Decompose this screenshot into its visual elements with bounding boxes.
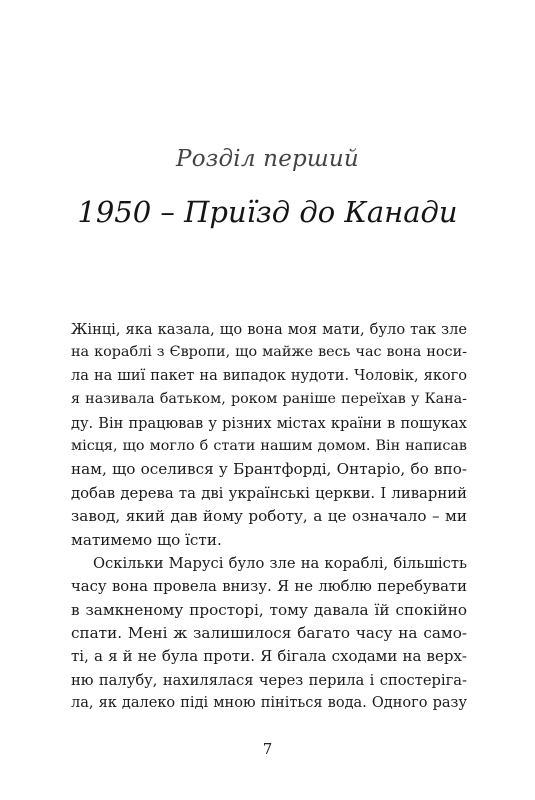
text-line: на кораблі з Європи, що майже весь час вона носи- — [71, 344, 467, 361]
paragraph-1 — [71, 318, 467, 552]
paragraph-2 — [71, 552, 467, 716]
text-line: нам, що оселився у Брантфорді, Онтаріо, бо впо- — [71, 460, 467, 479]
page-number: 7 — [262, 740, 273, 758]
text-line: місця, що могло б стати нашим домом. Він написав — [71, 437, 467, 454]
body-text — [71, 318, 467, 716]
text-line: ню палубу, нахилялася через перила і спостеріга- — [71, 671, 467, 689]
text-line: добав дерева та дві українські церкви. І ливарний — [71, 484, 467, 502]
text-line: матимемо що їсти. — [71, 530, 222, 549]
text-line: ла на шиї пакет на випадок нудоти. Чоловік, якого — [71, 367, 467, 384]
text-line: ла, як далеко піді мною пініться вода. Одного разу — [71, 695, 467, 712]
text-line: ду. Він працював у різних містах країни в пошуках — [71, 414, 467, 432]
text-line: часу вона провела внизу. Я не люблю перебувати — [71, 578, 467, 596]
text-line: завод, який дав йому роботу, а це означало – ми — [71, 507, 467, 526]
chapter-title: 1950 – Приїзд до Канади — [77, 195, 458, 229]
chapter-label: Розділ перший — [176, 146, 359, 172]
text-line: я називала батьком, роком раніше переїхав у Кана- — [71, 391, 467, 408]
text-line: ті, а я й не була проти. Я бігала сходами на верх- — [71, 647, 467, 666]
text-line: в замкненому просторі, тому давала їй спокійно — [71, 600, 467, 619]
text-line: спати. Мені ж залишилося багато часу на само- — [71, 624, 467, 643]
text-line: Жінці, яка казала, що вона моя мати, було так зле — [71, 321, 467, 338]
text-line: Оскільки Марусі було зле на кораблі, більшість — [93, 554, 467, 572]
